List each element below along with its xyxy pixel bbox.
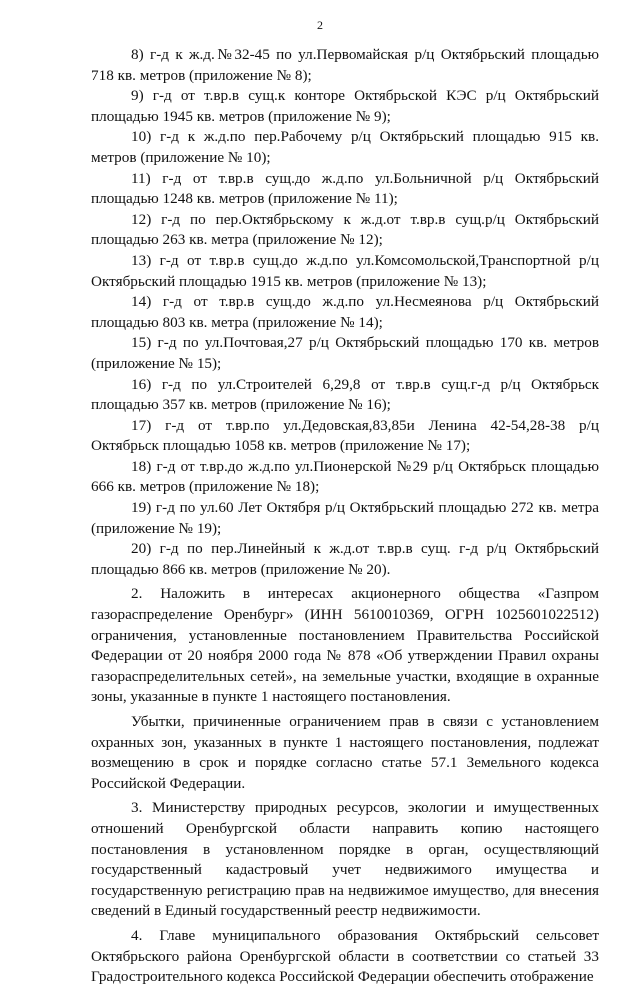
list-item: 13) г-д от т.вр.в сущ.до ж.д.по ул.Комсомольской,Транспортной р/ц Октябрьский площадью 1915 кв. метров (приложение № 13); (91, 251, 599, 290)
damages-paragraph: Убытки, причиненные ограничением прав в связи с установлением охранных зон, указанных в пункте 1 настоящего постановления, подлежат возмещению в срок и порядке согласно статье 57.1 Земельного кодекса Российской Федерации. (91, 713, 599, 792)
list-item: 16) г-д по ул.Строителей 6,29,8 от т.вр.в сущ.г-д р/ц Октябрьск площадью 357 кв. метров (приложение № 16); (91, 375, 599, 414)
page-number: 2 (317, 18, 323, 32)
list-item: 11) г-д от т.вр.в сущ.до ж.д.по ул.Больничной р/ц Октябрьский площадью 1248 кв. метров (приложение № 11); (91, 169, 599, 208)
list-item: 17) г-д от т.вр.по ул.Дедовская,83,85и Ленина 42-54,28-38 р/ц Октябрьск площадью 1058 кв. метров (приложение № 17); (91, 416, 599, 455)
list-item: 8) г-д к ж.д.№32-45 по ул.Первомайская р/ц Октябрьский площадью 718 кв. метров (приложение № 8); (91, 46, 599, 84)
list-item: 20) г-д по пер.Линейный к ж.д.от т.вр.в сущ. г-д р/ц Октябрьский площадью 866 кв. метров (приложение № 20). (91, 540, 599, 578)
list-item: 14) г-д от т.вр.в сущ.до ж.д.по ул.Несмеянова р/ц Октябрьский площадью 803 кв. метра (приложение № 14); (91, 293, 599, 331)
section-paragraph-4: 4. Главе муниципального образования Октябрьский сельсовет Октябрьского района Оренбургской области в соответствии со статьей 33 Градостроительного кодекса Российской Федерации обеспечить отображение (91, 926, 599, 986)
list-item: 18) г-д от т.вр.до ж.д.по ул.Пионерской №29 р/ц Октябрьск площадью 666 кв. метров (приложение № 18); (91, 457, 599, 496)
list-item: 15) г-д по ул.Почтовая,27 р/ц Октябрьский площадью 170 кв. метров (приложение № 15); (91, 334, 599, 372)
list-item: 19) г-д по ул.60 Лет Октября р/ц Октябрьский площадью 272 кв. метра (приложение № 19); (91, 499, 599, 537)
list-item: 12) г-д по пер.Октябрьскому к ж.д.от т.вр.в сущ.р/ц Октябрьский площадью 263 кв. метра (приложение № 12); (91, 210, 599, 249)
section-paragraph-3: 3. Министерству природных ресурсов, экологии и имущественных отношений Оренбургской области направить копию настоящего постановления в установленном порядке в орган, осуществляющий государственный кадастровый учет недвижимого имущества и государственную регистрацию прав на недвижимое имущество, для внесения сведений в Единый государственный реестр недвижимости. (91, 799, 599, 920)
list-item: 9) г-д от т.вр.в сущ.к конторе Октябрьской КЭС р/ц Октябрьский площадью 1945 кв. метров (приложение № 9); (91, 87, 599, 125)
document-body (91, 45, 599, 988)
list-item: 10) г-д к ж.д.по пер.Рабочему р/ц Октябрьский площадью 915 кв. метров (приложение № 10); (91, 128, 599, 166)
section-paragraph-2: 2. Наложить в интересах акционерного общества «Газпром газораспределение Оренбург» (ИНН 5610010369, ОГРН 1025601022512) ограничения, установленные постановлением Правительства Российской Федерации от 20 ноября 2000 года № 878 «Об утверждении Правил охраны газораспределительных сетей», на земельные участки, входящие в охранные зоны, указанные в пункте 1 настоящего постановления. (91, 585, 599, 706)
